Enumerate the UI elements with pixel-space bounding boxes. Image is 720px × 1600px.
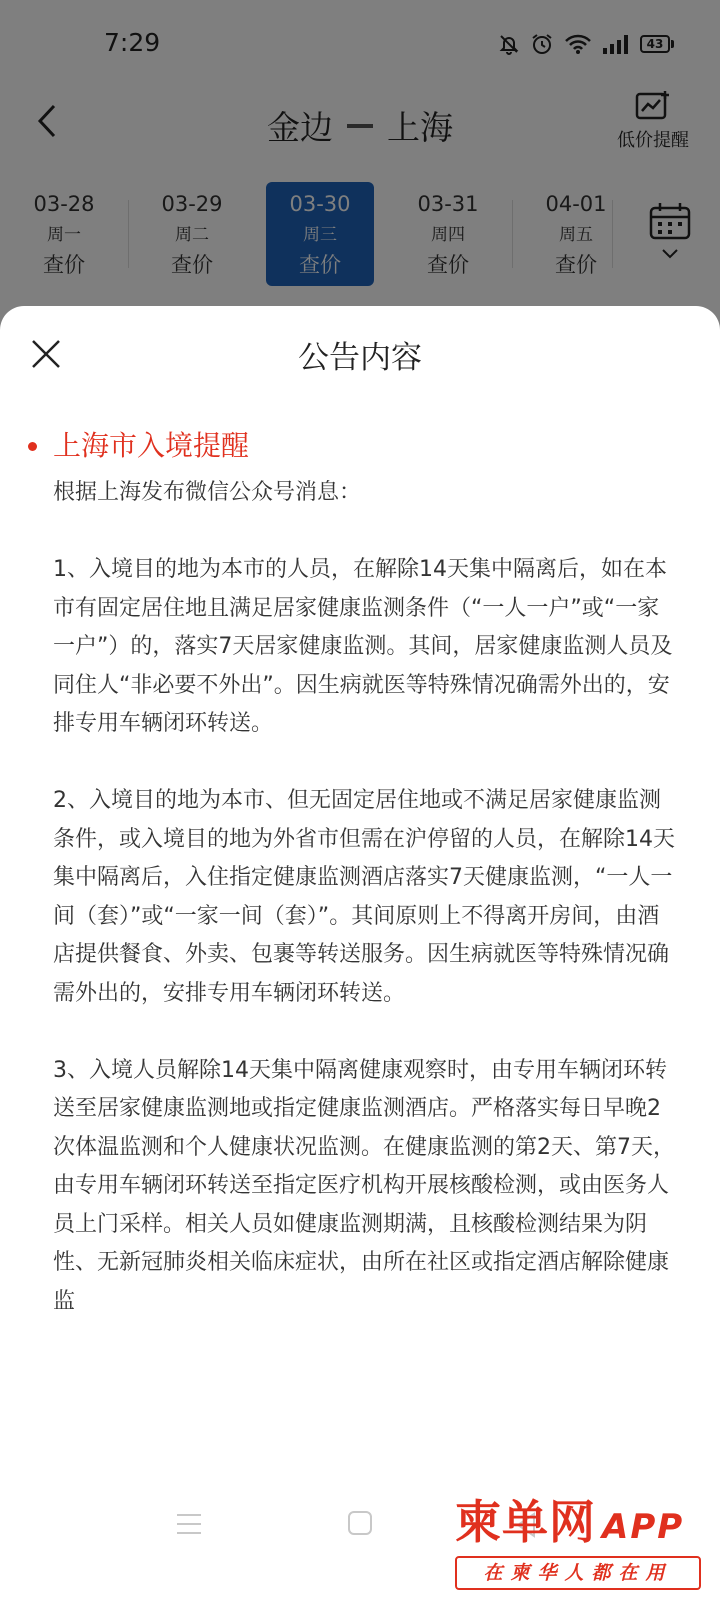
- watermark-logo-text: 柬单网: [455, 1495, 596, 1549]
- sheet-title: 公告内容: [298, 340, 422, 376]
- watermark-logo: [455, 1486, 717, 1552]
- announcement-sheet: [0, 306, 720, 1600]
- notice-heading: [0, 424, 720, 468]
- notice-body: [0, 468, 720, 1321]
- notice-paragraph: 2、入境目的地为本市、但无固定居住地或不满足居家健康监测条件，或入境目的地为外省市但需在沪停留的人员，在解除14天集中隔离后，入住指定健康监测酒店落实7天健康监测，“一人一间（套）”或“一家一间（套）”。其间原则上不得离开房间，由酒店提供餐食、外卖、包裹等转送服务。因生病就医等特殊情况确需外出的，安排专用车辆闭环转送。: [53, 788, 675, 1006]
- home-icon[interactable]: [347, 1510, 373, 1536]
- recent-apps-icon[interactable]: [176, 1512, 202, 1536]
- brand-watermark: [455, 1486, 717, 1596]
- notice-paragraph: 1、入境目的地为本市的人员，在解除14天集中隔离后，如在本市有固定居住地且满足居家健康监测条件（“一人一户”或“一家一户”）的，落实7天居家健康监测。其间，居家健康监测人员及同住人“非必要不外出”。因生病就医等特殊情况确需外出的，安排专用车辆闭环转送。: [53, 557, 673, 736]
- watermark-slogan: 在柬华人都在用: [455, 1556, 701, 1590]
- notice-paragraph: 3、入境人员解除14天集中隔离健康观察时，由专用车辆闭环转送至居家健康监测地或指定健康监测酒店。严格落实每日早晚2次体温监测和个人健康状况监测。在健康监测的第2天、第7天，由专用车辆闭环转送至指定医疗机构开展核酸检测，或由医务人员上门采样。相关人员如健康监测期满，且核酸检测结果为阴性、无新冠肺炎相关临床症状，由所在社区或指定酒店解除健康监: [53, 1057, 675, 1314]
- notice-title: 上海市入境提醒: [53, 429, 250, 462]
- notice-content: [0, 424, 720, 1321]
- notice-intro: 根据上海发布微信公众号消息：: [53, 480, 362, 505]
- bullet-dot-icon: [28, 442, 37, 451]
- watermark-app-text: APP: [602, 1507, 685, 1547]
